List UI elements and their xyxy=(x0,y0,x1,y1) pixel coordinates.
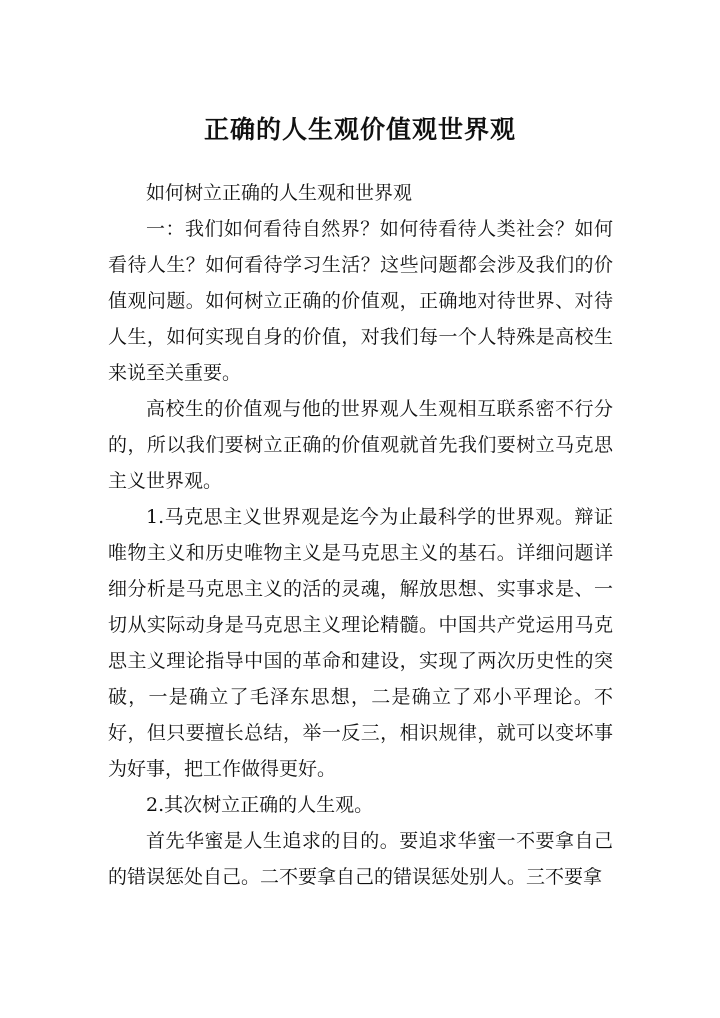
paragraph-subtitle: 如何树立正确的人生观和世界观 xyxy=(146,182,413,204)
document-body xyxy=(108,175,613,895)
document-title: 正确的人生观价值观世界观 xyxy=(203,115,516,144)
paragraph-outlook-on-life: 2.其次树立正确的人生观。 xyxy=(146,794,374,816)
paragraph-questions: 一：我们如何看待自然界？如何待看待人类社会？如何看待人生？如何看待学习生活？这些问题都会涉及我们的价值观问题。如何树立正确的价值观，正确地对待世界、对待人生，如何实现自身的价值，对我们每一个人特殊是高校生来说至关重要。 xyxy=(108,218,613,384)
paragraph-marxism: 1.马克思主义世界观是迄今为止最科学的世界观。辩证唯物主义和历史唯物主义是马克思主义的基石。详细问题详细分析是马克思主义的活的灵魂，解放思想、实事求是、一切从实际动身是马克思主义理论精髓。中国共产党运用马克思主义理论指导中国的革命和建设，实现了两次历史性的突破，一是确立了毛泽东思想，二是确立了邓小平理论。不好，但只要擅长总结，举一反三，相识规律，就可以变坏事为好事，把工作做得更好。 xyxy=(108,506,613,780)
paragraph-values-worldview: 高校生的价值观与他的世界观人生观相互联系密不行分的，所以我们要树立正确的价值观就首先我们要树立马克思主义世界观。 xyxy=(108,398,613,492)
paragraph-happiness: 首先华蜜是人生追求的目的。要追求华蜜一不要拿自己的错误惩处自己。二不要拿自己的错误惩处别人。三不要拿 xyxy=(108,830,613,888)
